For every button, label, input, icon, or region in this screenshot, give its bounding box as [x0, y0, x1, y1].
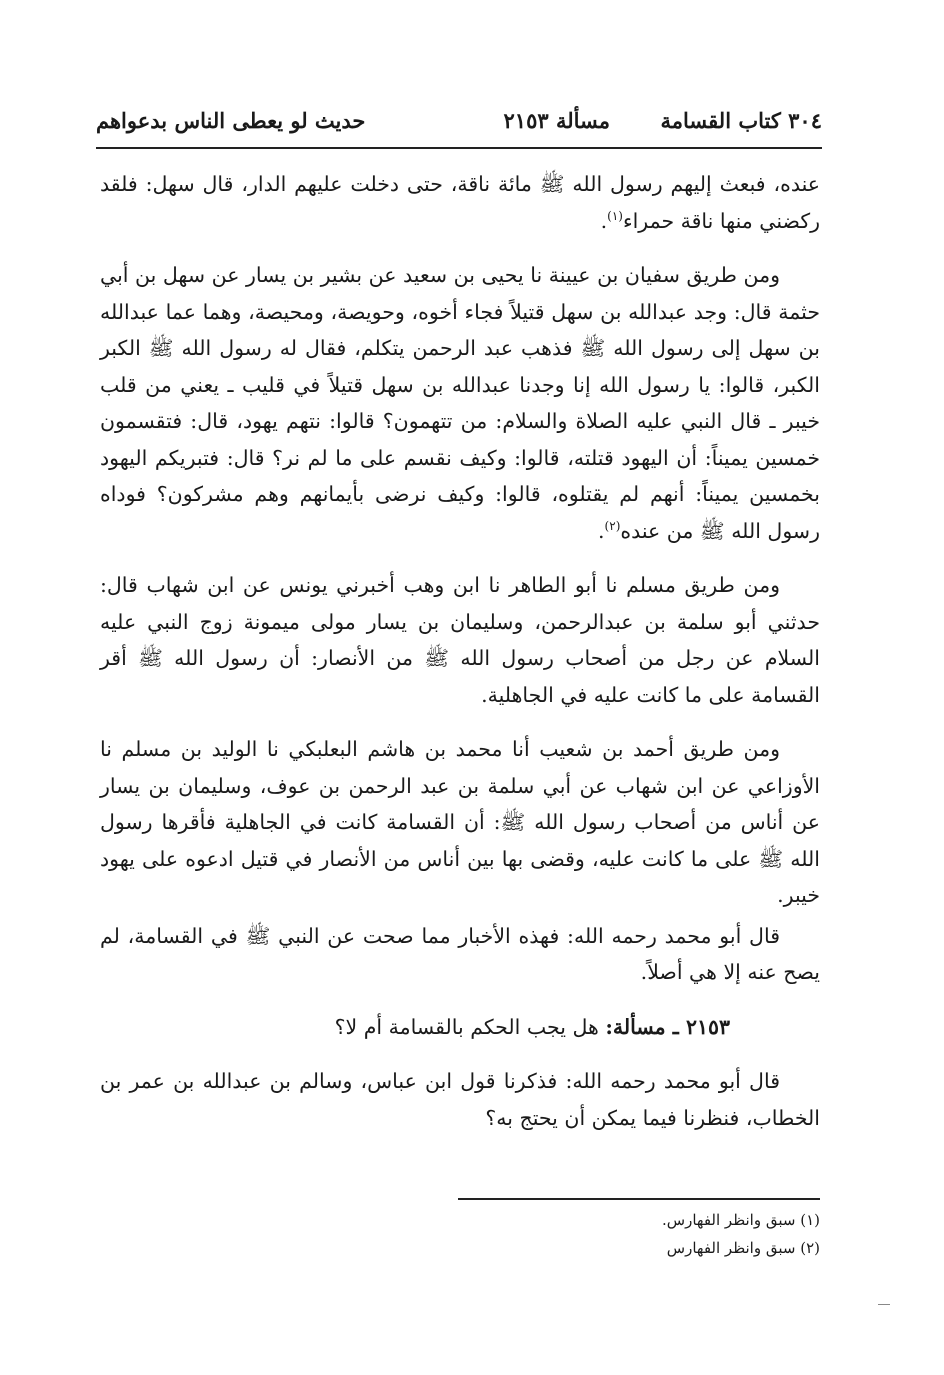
issue-heading-question: هل يجب الحكم بالقسامة أم لا؟ — [334, 1014, 599, 1039]
footnote-ref-2[interactable]: (٢) — [604, 518, 621, 533]
paragraph-4: ومن طريق أحمد بن شعيب أنا محمد بن هاشم البعلبكي نا الوليد بن مسلم نا الأوزاعي عن ابن شهاب عن أبي سلمة بن عبد الرحمن بن عوف، وسليمان بن يسار عن أناس من أصحاب رسول الله ﷺ: أن القسامة كانت في الجاهلية فأقرها رسول الله ﷺ على ما كانت عليه، وقضى بها بين أناس من الأنصار في قتيل ادعوه على يهود خيبر. — [100, 737, 820, 907]
footnotes — [662, 1206, 820, 1262]
issue-heading — [100, 1009, 820, 1046]
page-number-book-title: ٣٠٤ كتاب القسامة — [660, 108, 822, 133]
paragraph-1: عنده، فبعث إليهم رسول الله ﷺ مائة ناقة، حتى دخلت عليهم الدار، قال سهل: فلقد ركضني منها ناقة حمراء$^{(١)}$. — [100, 172, 820, 233]
footnote-1: (١) سبق وانظر الفهارس. — [662, 1211, 820, 1229]
header-divider — [96, 147, 822, 149]
footnote-divider — [458, 1198, 820, 1200]
running-header — [96, 108, 822, 148]
closing-paragraph: قال أبو محمد رحمه الله: فذكرنا قول ابن عباس، وسالم بن عبدالله بن عمر بن الخطاب، فنظرنا فيما يمكن أن يحتج به؟ — [100, 1069, 820, 1130]
paragraph-5: قال أبو محمد رحمه الله: فهذه الأخبار مما صحت عن النبي ﷺ في القسامة، لم يصح عنه إلا هي أصلاً. — [100, 923, 820, 984]
issue-heading-label: ٢١٥٣ ـ مسألة: — [605, 1014, 730, 1039]
footnote-ref-1[interactable]: (١) — [607, 208, 623, 223]
margin-mark — [878, 1304, 890, 1305]
paragraph-3: ومن طريق مسلم نا أبو الطاهر نا ابن وهب أخبرني يونس عن ابن شهاب قال: حدثني أبو سلمة بن عبدالرحمن، وسليمان بن يسار مولى ميمونة زوج النبي عليه السلام عن رجل من أصحاب رسول الله ﷺ من الأنصار: أن رسول الله ﷺ أقر القسامة على ما كانت عليه في الجاهلية. — [100, 573, 820, 707]
main-text — [100, 166, 820, 1154]
paragraph-2: ومن طريق سفيان بن عيينة نا يحيى بن سعيد عن بشير بن يسار عن سهل بن أبي حثمة قال: وجد عبدالله بن سهل قتيلاً فجاء أخوه، وحويصة، ومحيصة، وهما عما عبدالله بن سهل إلى رسول الله ﷺ فذهب عبد الرحمن يتكلم، فقال له رسول الله ﷺ الكبر الكبر، قالوا: يا رسول الله إنا وجدنا عبدالله بن سهل قتيلاً في قليب ـ يعني من قلب خيبر ـ قال النبي عليه الصلاة والسلام: من تتهمون؟ قالوا: نتهم يهود، قال: فتقسمون خمسين يميناً: أن اليهود قتلته، قالوا: وكيف نقسم على ما لم نر؟ قال: فتبريكم اليهود بخمسين يميناً: أنهم لم يقتلوه، قالوا: وكيف نرضى بأيمانهم وهم مشركون؟ فوداه رسول الله ﷺ من عنده$^{(٢)}$. — [100, 263, 820, 543]
footnote-2: (٢) سبق وانظر الفهارس — [666, 1239, 820, 1257]
chapter-title: حديث لو يعطى الناس بدعواهم — [96, 108, 366, 133]
issue-number: مسألة ٢١٥٣ — [503, 108, 610, 133]
